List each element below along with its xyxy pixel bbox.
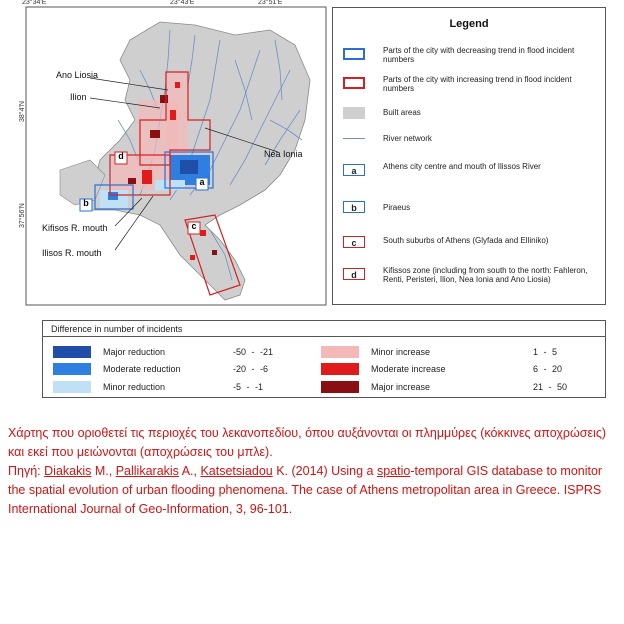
coord-left-1: 38°4'N <box>19 101 26 122</box>
difference-divider <box>43 336 605 337</box>
swatch <box>53 346 91 358</box>
legend-symbol-grey-fill <box>343 107 365 119</box>
difference-item-moderate-reduction <box>53 363 323 377</box>
word-spatio: spatio <box>376 464 411 478</box>
label-ano-liosia: Ano Liosia <box>56 70 99 80</box>
difference-range: -20 - -6 <box>233 364 269 374</box>
author-diakakis: Diakakis <box>44 464 92 478</box>
legend-text: River network <box>383 134 432 143</box>
label-ilion: Ilion <box>70 92 87 102</box>
difference-label: Moderate reduction <box>103 364 181 374</box>
caption-text: A., <box>178 464 201 478</box>
legend-text: South suburbs of Athens (Glyfada and Elliniko) <box>383 236 549 245</box>
legend-text: Athens city centre and mouth of Ilissos River <box>383 162 541 171</box>
legend-letter-c: c <box>343 236 365 248</box>
zone-letter-b: b <box>83 198 89 208</box>
difference-range: 21 - 50 <box>533 382 568 392</box>
zone-letter-a: a <box>199 177 205 187</box>
coord-top-3: 23°51'E <box>258 0 283 6</box>
legend-text: Piraeus <box>383 203 411 212</box>
zone-letter-c: c <box>191 221 197 231</box>
difference-item-major-reduction <box>53 346 323 360</box>
difference-range: 6 - 20 <box>533 364 563 374</box>
legend-symbol-red-outline <box>343 77 365 89</box>
caption-text: K. (2014) Using a <box>272 464 377 478</box>
difference-label: Minor increase <box>371 347 431 357</box>
author-katsetsiadou: Katsetsiadou <box>200 464 273 478</box>
difference-item-major-increase <box>321 381 601 395</box>
difference-legend <box>42 320 606 398</box>
difference-label: Minor reduction <box>103 382 166 392</box>
difference-label: Major increase <box>371 382 431 392</box>
source-label: Πηγή: <box>8 464 41 478</box>
legend-text: Parts of the city with increasing trend in flood incident numbers <box>383 75 572 93</box>
legend-text: Built areas <box>383 108 421 117</box>
coord-top-1: 23°34'E <box>22 0 47 6</box>
swatch <box>321 363 359 375</box>
legend-symbol-blue-outline <box>343 48 365 60</box>
legend-letter-b: b <box>343 201 365 213</box>
label-kifisos-mouth: Kifisos R. mouth <box>42 223 108 233</box>
caption-text: -temporal GIS database to monitor the spatial evolution of urban flooding phenomena. The case of Athens metropolitan area in Greece. ISPRS International Journal of Geo-Information, 3, 96-101. <box>8 464 603 516</box>
legend-text: Kifissos zone (including from south to the north: Fahleron, Renti, Peristeri, Ilion, Nea Ionia and Ano Liosia) <box>383 266 588 284</box>
difference-item-moderate-increase <box>321 363 601 377</box>
legend-title: Legend <box>449 18 489 30</box>
difference-title: Difference in number of incidents <box>51 324 183 334</box>
zone-letter-d: d <box>118 151 124 161</box>
difference-range: -5 - -1 <box>233 382 264 392</box>
difference-item-minor-reduction <box>53 381 323 395</box>
legend-panel <box>332 7 606 305</box>
coord-top-2: 23°43'E <box>170 0 195 6</box>
caption-text: M., <box>91 464 116 478</box>
caption-source <box>8 462 616 519</box>
label-nea-ionia: Nea Ionia <box>264 149 303 159</box>
difference-label: Moderate increase <box>371 364 446 374</box>
difference-range: -50 - -21 <box>233 347 274 357</box>
swatch <box>53 381 91 393</box>
swatch <box>53 363 91 375</box>
legend-symbol-blue-line <box>343 138 365 139</box>
figure <box>20 0 614 396</box>
caption-line: Χάρτης που οριοθετεί τις περιοχές του λεκανοπεδίου, όπου αυξάνονται οι πλημμύρες (κόκκινες αποχρώσεις) και εκεί που μειώνονται (αποχρώσεις του μπλε). <box>8 426 607 459</box>
swatch <box>321 381 359 393</box>
difference-range: 1 - 5 <box>533 347 558 357</box>
difference-label: Major reduction <box>103 347 166 357</box>
author-pallikarakis: Pallikarakis <box>115 464 179 478</box>
difference-item-minor-increase <box>321 346 601 360</box>
legend-text: Parts of the city with decreasing trend in flood incident numbers <box>383 46 575 64</box>
legend-letter-d: d <box>343 268 365 280</box>
swatch <box>321 346 359 358</box>
label-ilisos-mouth: Ilisos R. mouth <box>42 248 102 258</box>
caption <box>8 424 616 519</box>
coord-left-2: 37°56'N <box>19 203 26 228</box>
legend-letter-a: a <box>343 164 365 176</box>
